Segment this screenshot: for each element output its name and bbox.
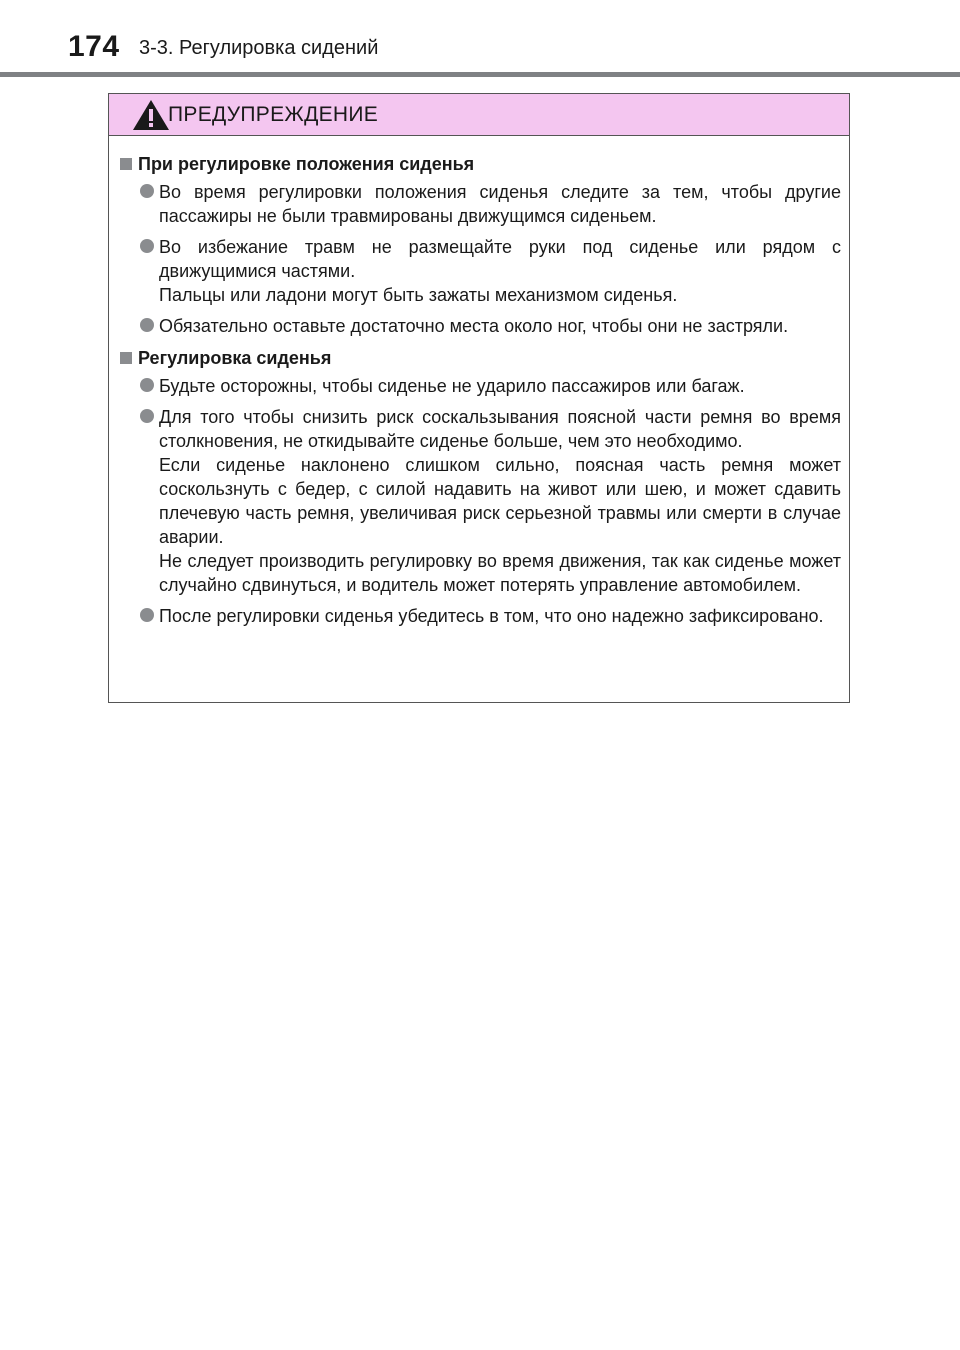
- circle-bullet-icon: [140, 608, 154, 622]
- list-item: [117, 180, 841, 228]
- warning-section: [117, 152, 841, 338]
- section-heading-text: Регулировка сиденья: [138, 348, 332, 368]
- page-header: [0, 0, 960, 80]
- circle-bullet-icon: [140, 409, 154, 423]
- list-item-text: Если сиденье наклонено слишком сильно, поясная часть ремня может соскользнуть с бедер, с силой надавить на живот или шею, и может сдавить плечевую часть ремня, увеличивая риск серьезной травмы или смерти в случае аварии.: [159, 455, 841, 547]
- list-item: [117, 374, 841, 398]
- list-item-text: Во избежание травм не размещайте руки под сиденье или рядом с движущимися частями.: [159, 237, 841, 281]
- section-heading-text: При регулировке положения сиденья: [138, 154, 475, 174]
- list-item: [117, 314, 841, 338]
- warning-box: [108, 93, 850, 703]
- circle-bullet-icon: [140, 378, 154, 392]
- circle-bullet-icon: [140, 239, 154, 253]
- list-item-text: Для того чтобы снизить риск соскальзывания поясной части ремня во время столкновения, не откидывайте сиденье больше, чем это необходимо.: [159, 407, 841, 451]
- list-item: [117, 235, 841, 307]
- circle-bullet-icon: [140, 184, 154, 198]
- warning-header: [109, 94, 849, 136]
- list-item-text: Не следует производить регулировку во время движения, так как сиденье может случайно сдвинуться, и водитель может потерять управление автомобилем.: [159, 551, 841, 595]
- warning-triangle-icon: [131, 98, 171, 132]
- warning-section: [117, 346, 841, 628]
- list-item-text: Во время регулировки положения сиденья следите за тем, чтобы другие пассажиры не были травмированы движущимся сиденьем.: [159, 182, 841, 226]
- list-item-text: Будьте осторожны, чтобы сиденье не ударило пассажиров или багаж.: [159, 376, 745, 396]
- square-bullet-icon: [120, 352, 132, 364]
- list-item-text: Обязательно оставьте достаточно места около ног, чтобы они не застряли.: [159, 316, 789, 336]
- list-item-text: Пальцы или ладони могут быть зажаты механизмом сиденья.: [159, 285, 678, 305]
- section-heading: [117, 152, 841, 176]
- page-number: 174: [68, 30, 120, 63]
- list-item: [117, 405, 841, 597]
- list-item-text: После регулировки сиденья убедитесь в том, что оно надежно зафиксировано.: [159, 606, 824, 626]
- header-rule: [0, 72, 960, 77]
- section-heading: [117, 346, 841, 370]
- warning-body: [109, 136, 849, 628]
- circle-bullet-icon: [140, 318, 154, 332]
- list-item: [117, 604, 841, 628]
- square-bullet-icon: [120, 158, 132, 170]
- warning-title: ПРЕДУПРЕЖДЕНИЕ: [168, 103, 379, 126]
- section-title: 3-3. Регулировка сидений: [139, 37, 379, 59]
